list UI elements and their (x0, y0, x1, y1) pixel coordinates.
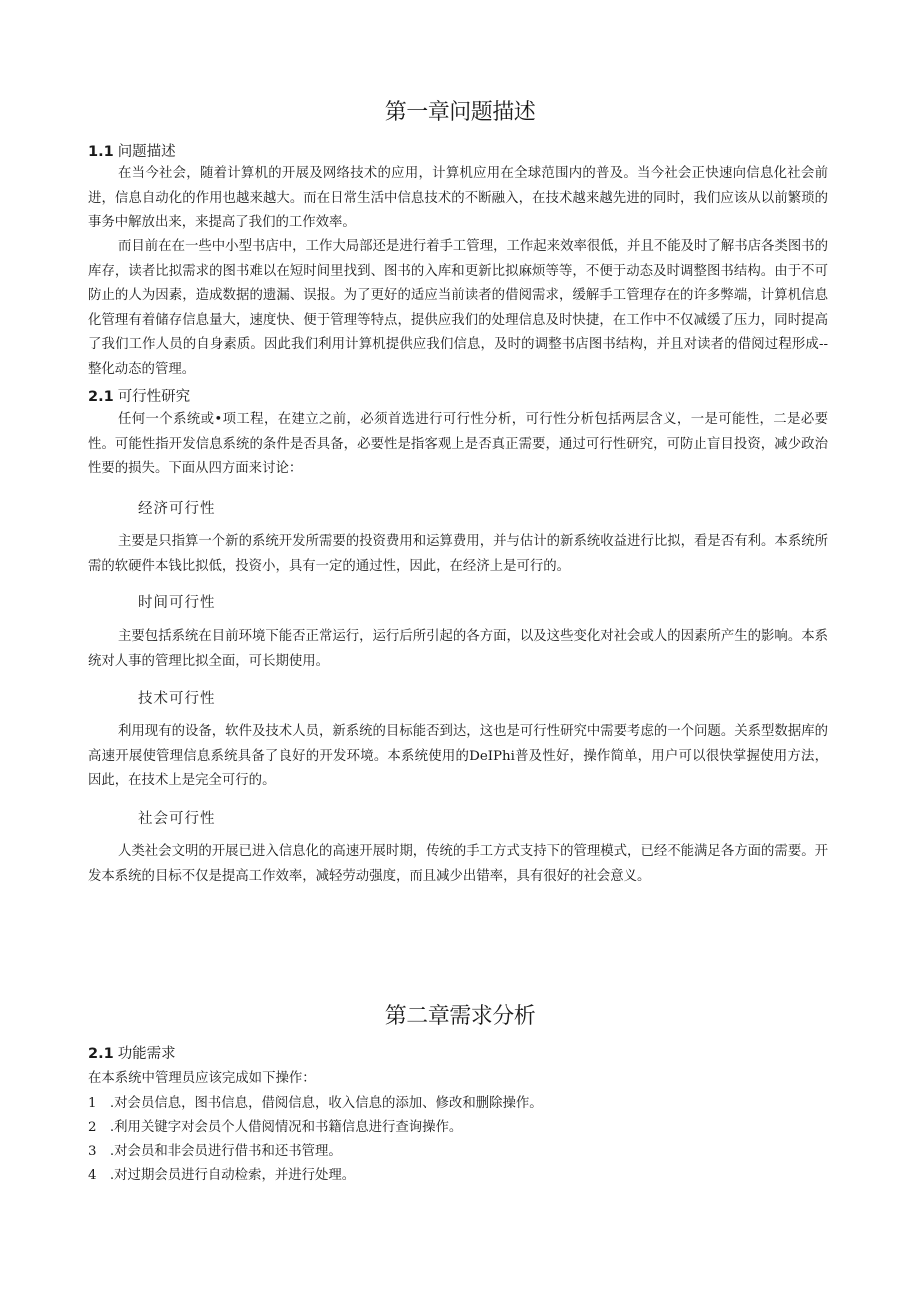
section-2-1-heading (88, 386, 190, 408)
section-number: 2.1 (88, 389, 114, 405)
section-number: 2.1 (88, 1046, 114, 1062)
subsection-heading-social: 社会可行性 (138, 811, 216, 827)
list-item: 4 .对过期会员进行自动检索，并进行处理。 (88, 1168, 356, 1183)
list-item: 2 .利用关键字对会员个人借阅情况和书籍信息进行查询操作。 (88, 1120, 463, 1135)
paragraph: 任何一个系统或•项工程，在建立之前，必须首选进行可行性分析，可行性分析包括两层含义，一是可能性，二是必要性。可能性指开发信息系统的条件是否具备，必要性是指客观上是否真正需要，通过可行性研究，可防止盲目投资，减少政治性要的损失。下面从四方面来讨论： (88, 412, 828, 476)
paragraph: 主要是只指算一个新的系统开发所需要的投资费用和运算费用，并与估计的新系统收益进行比拟，看是否有利。本系统所需的软硬件本钱比拟低，投资小，具有一定的通过性，因此，在经济上是可行的。 (88, 534, 828, 574)
section-number: 1.1 (88, 144, 114, 160)
subsection-heading-technical: 技术可行性 (138, 691, 216, 707)
section-title: 功能需求 (117, 1046, 176, 1062)
chapter-1-title: 第一章问题描述 (384, 100, 536, 125)
section-title: 问题描述 (117, 144, 176, 160)
list-item: 3 .对会员和非会员进行借书和还书管理。 (88, 1144, 342, 1159)
paragraph: 人类社会文明的开展已进入信息化的高速开展时期，传统的手工方式支持下的管理模式，已经不能满足各方面的需要。开发本系统的目标不仅是提高工作效率，减轻劳动强度，而且减少出错率，具有很好的社会意义。 (88, 844, 828, 884)
paragraph: 而目前在在一些中小型书店中，工作大局部还是进行着手工管理，工作起来效率很低，并且不能及时了解书店各类图书的库存，读者比拟需求的图书难以在短时间里找到、图书的入库和更新比拟麻烦等等，不便于动态及时调整图书结构。由于不可防止的人为因素，造成数据的遗漏、误报。为了更好的适应当前读者的借阅需求，缓解手工管理存在的许多弊端，计算机信息化管理有着储存信息量大，速度快、便于管理等特点，提供应我们的处理信息及时快捷，在工作中不仅减缓了压力，同时提高了我们工作人员的自身素质。因此我们利用计算机提供应我们信息，及时的调整书店图书结构，并且对读者的借阅过程形成--整化动态的管理。 (88, 239, 828, 377)
list-item: 1 .对会员信息，图书信息，借阅信息，收入信息的添加、修改和删除操作。 (88, 1096, 543, 1111)
subsection-heading-economic: 经济可行性 (138, 501, 216, 517)
subsection-heading-time: 时间可行性 (138, 595, 216, 611)
chapter-2-title: 第二章需求分析 (384, 1004, 536, 1029)
paragraph: 主要包括系统在目前环境下能否正常运行，运行后所引起的各方面，以及这些变化对社会或人的因素所产生的影响。本系统对人事的管理比拟全面，可长期使用。 (88, 629, 828, 669)
paragraph: 利用现有的设备，软件及技术人员，新系统的目标能否到达，这也是可行性研究中需要考虑的一个问题。关系型数据库的高速开展使管理信息系统具备了良好的开发环境。本系统使用的DeIPhi普及性好，操作简单，用户可以很快掌握使用方法，因此，在技术上是完全可行的。 (88, 724, 828, 788)
section-1-1-heading (88, 141, 176, 163)
function-intro: 在本系统中管理员应该完成如下操作： (88, 1071, 316, 1086)
section-title: 可行性研究 (117, 389, 191, 405)
paragraph: 在当今社会，随着计算机的开展及网络技术的应用，计算机应用在全球范围内的普及。当今社会正快速向信息化社会前进，信息自动化的作用也越来越大。而在日常生活中信息技术的不断融入，在技术越来越先进的同时，我们应该从以前繁琐的事务中解放出来，来提高了我们的工作效率。 (88, 166, 828, 230)
section-2-1-function-heading (88, 1043, 176, 1065)
